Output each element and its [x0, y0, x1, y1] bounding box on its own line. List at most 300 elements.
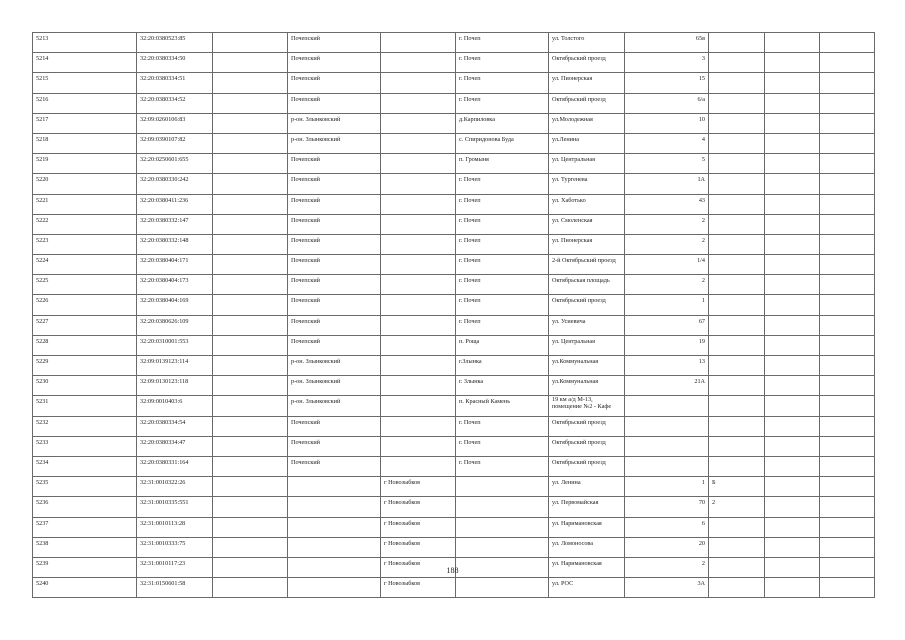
empty-cell	[765, 416, 820, 436]
building-cell	[709, 315, 765, 335]
empty-cell	[213, 436, 288, 456]
locality-cell: г. Почеп	[456, 174, 549, 194]
house-number-cell: 4	[625, 133, 709, 153]
table-row	[33, 356, 875, 376]
city-cell	[381, 295, 456, 315]
city-cell	[381, 194, 456, 214]
table-row	[33, 295, 875, 315]
cadastral-number: 32:20:0380411:236	[137, 194, 213, 214]
city-cell	[381, 174, 456, 194]
cadastral-number: 32:20:0380334:47	[137, 436, 213, 456]
street-cell: ул.Ленина	[549, 133, 625, 153]
house-number-cell: 10	[625, 113, 709, 133]
cadastral-number: 32:31:0010335:551	[137, 497, 213, 517]
district-cell: Почепский	[288, 174, 381, 194]
house-number-cell: 13	[625, 356, 709, 376]
street-cell: ул. Ленина	[549, 477, 625, 497]
building-cell	[709, 396, 765, 416]
street-cell: ул. Ломоносова	[549, 537, 625, 557]
district-cell: р-он. Злынковский	[288, 376, 381, 396]
cadastral-number: 32:20:0380334:50	[137, 53, 213, 73]
city-cell	[381, 315, 456, 335]
house-number-cell: 2	[625, 214, 709, 234]
house-number-cell: 6	[625, 517, 709, 537]
street-cell: Октябрьский проезд	[549, 295, 625, 315]
street-cell: ул. Центральная	[549, 154, 625, 174]
city-cell	[381, 214, 456, 234]
house-number-cell: 21А	[625, 376, 709, 396]
city-cell	[381, 356, 456, 376]
locality-cell: с. Спиридонова Буда	[456, 133, 549, 153]
building-cell	[709, 73, 765, 93]
cadastral-number: 32:31:0150601:58	[137, 578, 213, 598]
empty-cell	[765, 335, 820, 355]
district-cell: Почепский	[288, 335, 381, 355]
building-cell	[709, 517, 765, 537]
table-row	[33, 396, 875, 416]
empty-cell	[765, 113, 820, 133]
city-cell: г Новозыбков	[381, 537, 456, 557]
empty-cell	[213, 33, 288, 53]
house-number-cell	[625, 456, 709, 476]
row-number: 5236	[33, 497, 137, 517]
row-number: 5223	[33, 234, 137, 254]
street-cell: ул. Смоленская	[549, 214, 625, 234]
empty-cell	[820, 133, 875, 153]
street-cell: ул. Пионерская	[549, 234, 625, 254]
empty-cell	[765, 537, 820, 557]
street-cell: ул. РОС	[549, 578, 625, 598]
building-cell	[709, 356, 765, 376]
street-cell: ул. Усиевича	[549, 315, 625, 335]
row-number: 5220	[33, 174, 137, 194]
building-cell	[709, 295, 765, 315]
row-number: 5222	[33, 214, 137, 234]
city-cell	[381, 335, 456, 355]
street-cell: ул.Коммунальная	[549, 376, 625, 396]
locality-cell	[456, 477, 549, 497]
building-cell	[709, 93, 765, 113]
city-cell	[381, 154, 456, 174]
empty-cell	[765, 295, 820, 315]
city-cell	[381, 93, 456, 113]
row-number: 5221	[33, 194, 137, 214]
empty-cell	[820, 53, 875, 73]
house-number-cell: 65в	[625, 33, 709, 53]
locality-cell: г.Злынка	[456, 356, 549, 376]
city-cell	[381, 275, 456, 295]
row-number: 5213	[33, 33, 137, 53]
district-cell: Почепский	[288, 93, 381, 113]
empty-cell	[820, 396, 875, 416]
locality-cell: г. Почеп	[456, 93, 549, 113]
table-row	[33, 133, 875, 153]
empty-cell	[820, 356, 875, 376]
cadastral-number: 32:20:0380334:52	[137, 93, 213, 113]
building-cell	[709, 234, 765, 254]
table-row	[33, 275, 875, 295]
house-number-cell: 20	[625, 537, 709, 557]
cadastral-number: 32:09:0010403:6	[137, 396, 213, 416]
row-number: 5218	[33, 133, 137, 153]
district-cell: Почепский	[288, 214, 381, 234]
locality-cell: п. Громыня	[456, 154, 549, 174]
district-cell	[288, 517, 381, 537]
cadastral-number: 32:31:0010117:23	[137, 557, 213, 577]
empty-cell	[820, 154, 875, 174]
building-cell	[709, 194, 765, 214]
empty-cell	[213, 356, 288, 376]
locality-cell: г. Почеп	[456, 194, 549, 214]
row-number: 5219	[33, 154, 137, 174]
district-cell: Почепский	[288, 53, 381, 73]
locality-cell: г. Почеп	[456, 416, 549, 436]
empty-cell	[820, 295, 875, 315]
street-cell: 2-й Октябрьский проезд	[549, 255, 625, 275]
building-cell	[709, 578, 765, 598]
cadastral-number: 32:20:0380334:51	[137, 73, 213, 93]
empty-cell	[765, 497, 820, 517]
empty-cell	[213, 578, 288, 598]
cadastral-number: 32:31:0010322:26	[137, 477, 213, 497]
cadastral-number: 32:20:0380331:164	[137, 456, 213, 476]
empty-cell	[765, 194, 820, 214]
empty-cell	[765, 214, 820, 234]
empty-cell	[820, 477, 875, 497]
building-cell: 2	[709, 497, 765, 517]
district-cell: Почепский	[288, 194, 381, 214]
cadastral-number: 32:20:0380332:148	[137, 234, 213, 254]
empty-cell	[765, 396, 820, 416]
table-row	[33, 33, 875, 53]
locality-cell: г. Почеп	[456, 315, 549, 335]
locality-cell: г. Почеп	[456, 255, 549, 275]
city-cell	[381, 234, 456, 254]
empty-cell	[820, 73, 875, 93]
cadastral-number: 32:20:0380404:169	[137, 295, 213, 315]
cadastral-number: 32:09:0139123:114	[137, 356, 213, 376]
building-cell	[709, 537, 765, 557]
page-number: 188	[446, 566, 459, 575]
empty-cell	[820, 194, 875, 214]
street-cell: ул. Наримановская	[549, 557, 625, 577]
cadastral-number: 32:20:0380404:171	[137, 255, 213, 275]
empty-cell	[213, 53, 288, 73]
district-cell: Почепский	[288, 33, 381, 53]
cadastral-number: 32:20:0380404:173	[137, 275, 213, 295]
house-number-cell: 43	[625, 194, 709, 214]
empty-cell	[820, 255, 875, 275]
empty-cell	[765, 234, 820, 254]
building-cell	[709, 214, 765, 234]
street-cell: ул. Тургенева	[549, 174, 625, 194]
row-number: 5232	[33, 416, 137, 436]
building-cell	[709, 33, 765, 53]
locality-cell: д.Карпиловка	[456, 113, 549, 133]
empty-cell	[820, 335, 875, 355]
empty-cell	[765, 53, 820, 73]
building-cell	[709, 133, 765, 153]
district-cell: Почепский	[288, 315, 381, 335]
empty-cell	[765, 93, 820, 113]
row-number: 5215	[33, 73, 137, 93]
empty-cell	[820, 174, 875, 194]
district-cell: Почепский	[288, 456, 381, 476]
city-cell: г Новозыбков	[381, 578, 456, 598]
row-number: 5217	[33, 113, 137, 133]
locality-cell	[456, 578, 549, 598]
table-row	[33, 517, 875, 537]
row-number: 5235	[33, 477, 137, 497]
table-row	[33, 315, 875, 335]
street-cell: ул. Первомайская	[549, 497, 625, 517]
empty-cell	[820, 376, 875, 396]
street-cell: ул. Наримановская	[549, 517, 625, 537]
street-cell: 19 км а/д М-13, помещение №2 - Кафе	[549, 396, 625, 416]
house-number-cell: 3	[625, 53, 709, 73]
city-cell	[381, 456, 456, 476]
building-cell	[709, 174, 765, 194]
empty-cell	[213, 113, 288, 133]
row-number: 5239	[33, 557, 137, 577]
street-cell: ул. Толстого	[549, 33, 625, 53]
house-number-cell	[625, 396, 709, 416]
table-row	[33, 73, 875, 93]
row-number: 5224	[33, 255, 137, 275]
table-row	[33, 93, 875, 113]
empty-cell	[820, 517, 875, 537]
locality-cell: г. Почеп	[456, 456, 549, 476]
locality-cell: г. Почеп	[456, 214, 549, 234]
building-cell	[709, 456, 765, 476]
row-number: 5227	[33, 315, 137, 335]
locality-cell	[456, 517, 549, 537]
street-cell: Октябрьский проезд	[549, 416, 625, 436]
district-cell: Почепский	[288, 436, 381, 456]
district-cell: р-он. Злынковский	[288, 113, 381, 133]
city-cell: г Новозыбков	[381, 497, 456, 517]
cadastral-number: 32:20:0250601:655	[137, 154, 213, 174]
street-cell: Октябрьская площадь	[549, 275, 625, 295]
table-row	[33, 194, 875, 214]
house-number-cell: 1	[625, 295, 709, 315]
empty-cell	[820, 113, 875, 133]
building-cell	[709, 335, 765, 355]
locality-cell: г. Почеп	[456, 73, 549, 93]
locality-cell: г. Почеп	[456, 234, 549, 254]
house-number-cell: 67	[625, 315, 709, 335]
row-number: 5238	[33, 537, 137, 557]
table-row	[33, 154, 875, 174]
house-number-cell: 1А	[625, 174, 709, 194]
district-cell	[288, 477, 381, 497]
house-number-cell: 70	[625, 497, 709, 517]
table-row	[33, 537, 875, 557]
city-cell	[381, 416, 456, 436]
cadastral-number: 32:20:0380334:54	[137, 416, 213, 436]
row-number: 5230	[33, 376, 137, 396]
empty-cell	[820, 234, 875, 254]
empty-cell	[213, 214, 288, 234]
building-cell: Б	[709, 477, 765, 497]
empty-cell	[213, 194, 288, 214]
empty-cell	[820, 315, 875, 335]
district-cell: р-он. Злынковский	[288, 356, 381, 376]
empty-cell	[765, 73, 820, 93]
table-row	[33, 113, 875, 133]
house-number-cell: 1/4	[625, 255, 709, 275]
district-cell: Почепский	[288, 234, 381, 254]
table-row	[33, 53, 875, 73]
district-cell: Почепский	[288, 416, 381, 436]
house-number-cell: 3А	[625, 578, 709, 598]
row-number: 5214	[33, 53, 137, 73]
cadastral-number: 32:20:0380523:85	[137, 33, 213, 53]
row-number: 5216	[33, 93, 137, 113]
building-cell	[709, 416, 765, 436]
locality-cell	[456, 537, 549, 557]
cadastral-number: 32:09:0130123:118	[137, 376, 213, 396]
empty-cell	[765, 174, 820, 194]
table-row	[33, 497, 875, 517]
empty-cell	[213, 275, 288, 295]
empty-cell	[213, 517, 288, 537]
city-cell	[381, 53, 456, 73]
empty-cell	[213, 416, 288, 436]
house-number-cell	[625, 436, 709, 456]
district-cell: Почепский	[288, 255, 381, 275]
cadastral-number: 32:09:0260106:83	[137, 113, 213, 133]
house-number-cell: 6/а	[625, 93, 709, 113]
row-number: 5234	[33, 456, 137, 476]
empty-cell	[213, 376, 288, 396]
table-row	[33, 376, 875, 396]
table-row	[33, 456, 875, 476]
street-cell: ул. Пионерская	[549, 73, 625, 93]
empty-cell	[765, 154, 820, 174]
district-cell: Почепский	[288, 275, 381, 295]
table-row	[33, 174, 875, 194]
cadastral-number: 32:20:0380332:147	[137, 214, 213, 234]
city-cell: г Новозыбков	[381, 557, 456, 577]
locality-cell: г. Почеп	[456, 275, 549, 295]
empty-cell	[765, 33, 820, 53]
locality-cell: г. Почеп	[456, 33, 549, 53]
city-cell	[381, 133, 456, 153]
table-row	[33, 234, 875, 254]
table-row	[33, 436, 875, 456]
city-cell	[381, 113, 456, 133]
cadastral-number: 32:20:0310001:553	[137, 335, 213, 355]
empty-cell	[213, 133, 288, 153]
row-number: 5233	[33, 436, 137, 456]
property-register-table	[32, 32, 875, 598]
empty-cell	[213, 255, 288, 275]
empty-cell	[820, 537, 875, 557]
street-cell: ул. Хаботько	[549, 194, 625, 214]
empty-cell	[820, 93, 875, 113]
street-cell: ул. Центральная	[549, 335, 625, 355]
empty-cell	[213, 93, 288, 113]
row-number: 5231	[33, 396, 137, 416]
cadastral-number: 32:31:0010113:28	[137, 517, 213, 537]
row-number: 5240	[33, 578, 137, 598]
table-row	[33, 416, 875, 436]
empty-cell	[820, 33, 875, 53]
cadastral-number: 32:20:0380330:242	[137, 174, 213, 194]
city-cell	[381, 376, 456, 396]
locality-cell: п. Красный Камень	[456, 396, 549, 416]
empty-cell	[213, 234, 288, 254]
street-cell: Октябрьский проезд	[549, 93, 625, 113]
empty-cell	[213, 174, 288, 194]
street-cell: ул.Молодежная	[549, 113, 625, 133]
empty-cell	[213, 73, 288, 93]
empty-cell	[820, 275, 875, 295]
empty-cell	[765, 315, 820, 335]
house-number-cell: 2	[625, 557, 709, 577]
city-cell	[381, 436, 456, 456]
empty-cell	[765, 275, 820, 295]
city-cell: г Новозыбков	[381, 517, 456, 537]
city-cell	[381, 255, 456, 275]
empty-cell	[213, 335, 288, 355]
district-cell: р-он. Злынковский	[288, 133, 381, 153]
district-cell: Почепский	[288, 295, 381, 315]
table-row	[33, 255, 875, 275]
locality-cell	[456, 497, 549, 517]
row-number: 5228	[33, 335, 137, 355]
empty-cell	[765, 376, 820, 396]
street-cell: Октябрьский проезд	[549, 53, 625, 73]
house-number-cell: 2	[625, 234, 709, 254]
city-cell	[381, 73, 456, 93]
building-cell	[709, 154, 765, 174]
empty-cell	[213, 537, 288, 557]
table-row	[33, 335, 875, 355]
street-cell: Октябрьский проезд	[549, 436, 625, 456]
building-cell	[709, 436, 765, 456]
street-cell: ул.Коммунальная	[549, 356, 625, 376]
house-number-cell: 19	[625, 335, 709, 355]
building-cell	[709, 376, 765, 396]
row-number: 5225	[33, 275, 137, 295]
building-cell	[709, 275, 765, 295]
empty-cell	[765, 578, 820, 598]
cadastral-number: 32:09:0390107:82	[137, 133, 213, 153]
empty-cell	[213, 154, 288, 174]
building-cell	[709, 113, 765, 133]
locality-cell: г. Почеп	[456, 436, 549, 456]
empty-cell	[213, 396, 288, 416]
empty-cell	[765, 356, 820, 376]
empty-cell	[820, 436, 875, 456]
house-number-cell: 5	[625, 154, 709, 174]
table-row	[33, 214, 875, 234]
empty-cell	[820, 456, 875, 476]
empty-cell	[213, 315, 288, 335]
table-row	[33, 477, 875, 497]
building-cell	[709, 53, 765, 73]
empty-cell	[765, 477, 820, 497]
city-cell	[381, 33, 456, 53]
district-cell	[288, 537, 381, 557]
table-row	[33, 578, 875, 598]
cadastral-number: 32:31:0010333:75	[137, 537, 213, 557]
locality-cell: г. Почеп	[456, 295, 549, 315]
city-cell: г Новозыбков	[381, 477, 456, 497]
empty-cell	[820, 497, 875, 517]
